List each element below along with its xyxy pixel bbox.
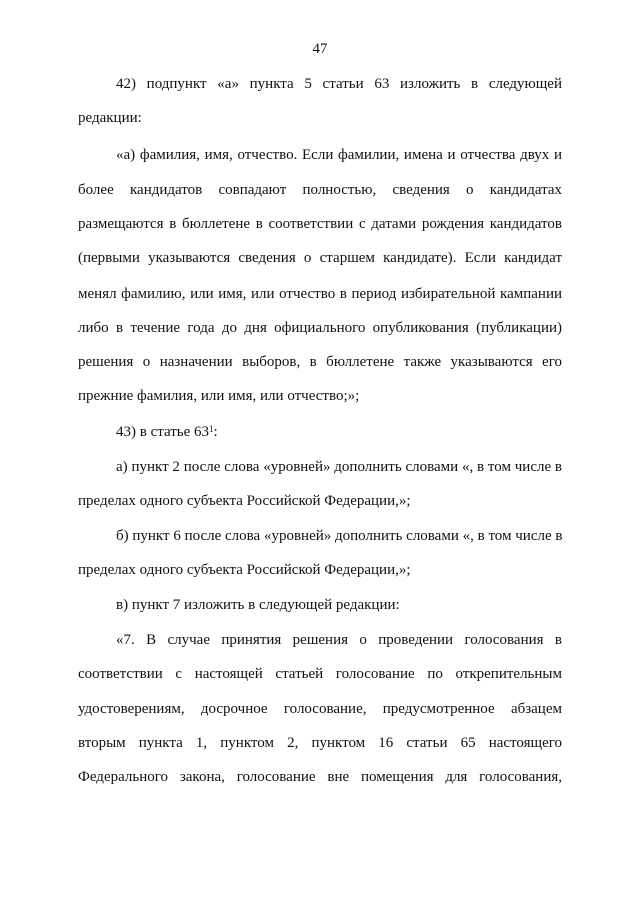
sub-a-line-1: а) пункт 2 после слова «уровней» дополнить словами «, в том числе в: [116, 459, 562, 475]
quote-7-line-3: удостоверениям, досрочное голосование, предусмотренное абзацем: [78, 701, 562, 717]
quote-7-line-2: соответствии с настоящей статьей голосование по открепительным: [78, 666, 562, 682]
item-42-line-2: редакции:: [78, 110, 142, 126]
item-43-text: 43) в статье 63: [116, 424, 210, 440]
sub-b-line-1: б) пункт 6 после слова «уровней» дополнить словами «, в том числе в: [116, 528, 563, 544]
item-43-heading: [116, 422, 562, 442]
item-43-suffix: :: [213, 424, 218, 440]
quote-7-line-4: вторым пункта 1, пунктом 2, пунктом 16 статьи 65 настоящего: [78, 735, 562, 751]
sub-a-line-2: пределах одного субъекта Российской Федерации,»;: [78, 493, 411, 509]
quote-a-line-2: более кандидатов совпадают полностью, сведения о кандидатах: [78, 182, 562, 198]
quote-7-line-1: «7. В случае принятия решения о проведении голосования в: [116, 632, 562, 648]
quote-7-line-5: Федерального закона, голосование вне помещения для голосования,: [78, 769, 562, 785]
quote-a-line-1: «а) фамилия, имя, отчество. Если фамилии, имена и отчества двух и: [116, 147, 562, 163]
item-43-superscript: 1: [209, 424, 214, 434]
quote-a-line-4: (первыми указываются сведения о старшем кандидате). Если кандидат: [78, 250, 562, 266]
quote-a-line-3: размещаются в бюллетене в соответствии с датами рождения кандидатов: [78, 216, 562, 232]
item-42-line-1: 42) подпункт «а» пункта 5 статьи 63 изложить в следующей: [116, 76, 562, 92]
quote-a-line-8: прежние фамилия, или имя, или отчество;»;: [78, 388, 360, 404]
page-number: 47: [312, 41, 328, 57]
quote-a-line-5: менял фамилию, или имя, или отчество в период избирательной кампании: [78, 286, 562, 302]
sub-b-line-2: пределах одного субъекта Российской Федерации,»;: [78, 562, 411, 578]
quote-a-line-7: решения о назначении выборов, в бюллетене также указываются его: [78, 354, 562, 370]
sub-v-line-1: в) пункт 7 изложить в следующей редакции:: [116, 597, 400, 613]
quote-a-line-6: либо в течение года до дня официального опубликования (публикации): [78, 320, 562, 336]
